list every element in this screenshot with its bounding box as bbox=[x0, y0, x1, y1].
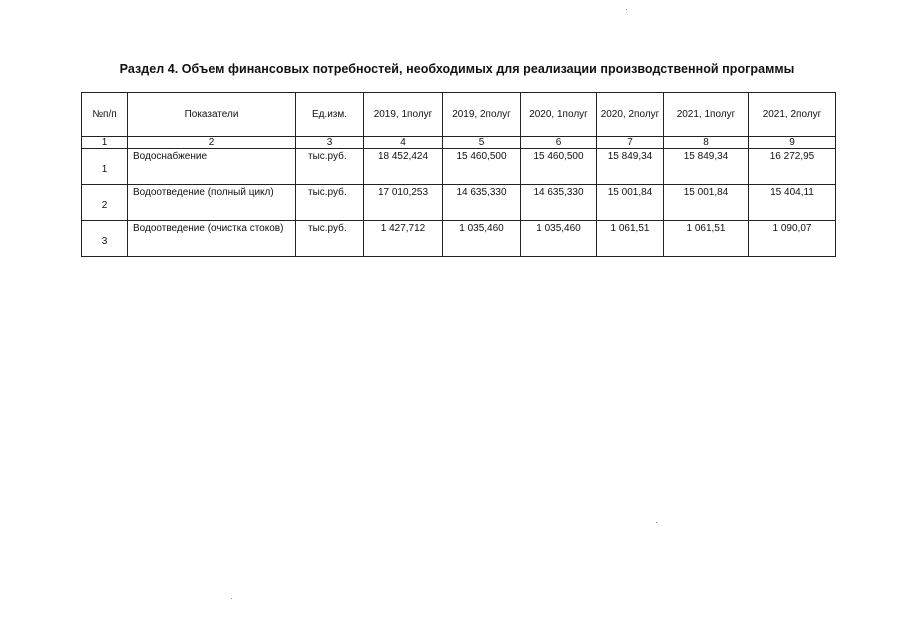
financial-needs-table bbox=[81, 92, 836, 257]
table-row bbox=[82, 185, 836, 221]
row-number: 3 bbox=[82, 221, 128, 257]
column-number: 1 bbox=[82, 137, 128, 149]
header-2021-h2: 2021, 2полуг bbox=[749, 93, 836, 137]
row-indicator: Водоотведение (полный цикл) bbox=[128, 185, 296, 221]
header-2020-h1: 2020, 1полуг bbox=[521, 93, 597, 137]
scan-speck bbox=[656, 522, 657, 523]
row-value: 15 460,500 bbox=[521, 149, 597, 185]
header-row bbox=[82, 93, 836, 137]
row-unit: тыс.руб. bbox=[296, 185, 364, 221]
table-row bbox=[82, 149, 836, 185]
row-value: 15 849,34 bbox=[664, 149, 749, 185]
row-number: 2 bbox=[82, 185, 128, 221]
header-2020-h2: 2020, 2полуг bbox=[597, 93, 664, 137]
row-value: 1 090,07 bbox=[749, 221, 836, 257]
row-value: 17 010,253 bbox=[364, 185, 443, 221]
row-value: 15 460,500 bbox=[443, 149, 521, 185]
column-number: 3 bbox=[296, 137, 364, 149]
row-value: 1 035,460 bbox=[443, 221, 521, 257]
row-value: 16 272,95 bbox=[749, 149, 836, 185]
row-value: 14 635,330 bbox=[521, 185, 597, 221]
row-value: 1 061,51 bbox=[664, 221, 749, 257]
row-value: 15 849,34 bbox=[597, 149, 664, 185]
row-value: 1 427,712 bbox=[364, 221, 443, 257]
row-number: 1 bbox=[82, 149, 128, 185]
row-value: 15 001,84 bbox=[664, 185, 749, 221]
header-2019-h1: 2019, 1полуг bbox=[364, 93, 443, 137]
column-number: 9 bbox=[749, 137, 836, 149]
row-indicator: Водоотведение (очистка стоков) bbox=[128, 221, 296, 257]
row-value: 1 061,51 bbox=[597, 221, 664, 257]
header-indicator: Показатели bbox=[128, 93, 296, 137]
column-number: 5 bbox=[443, 137, 521, 149]
row-indicator: Водоснабжение bbox=[128, 149, 296, 185]
header-unit: Ед.изм. bbox=[296, 93, 364, 137]
row-unit: тыс.руб. bbox=[296, 221, 364, 257]
column-number: 4 bbox=[364, 137, 443, 149]
row-value: 15 001,84 bbox=[597, 185, 664, 221]
column-number-row bbox=[82, 137, 836, 149]
header-2019-h2: 2019, 2полуг bbox=[443, 93, 521, 137]
column-number: 6 bbox=[521, 137, 597, 149]
header-num: №п/п bbox=[82, 93, 128, 137]
row-value: 18 452,424 bbox=[364, 149, 443, 185]
row-value: 14 635,330 bbox=[443, 185, 521, 221]
scan-speck bbox=[626, 9, 627, 10]
row-value: 1 035,460 bbox=[521, 221, 597, 257]
column-number: 2 bbox=[128, 137, 296, 149]
header-2021-h1: 2021, 1полуг bbox=[664, 93, 749, 137]
scan-speck bbox=[231, 598, 232, 599]
column-number: 7 bbox=[597, 137, 664, 149]
page-title: Раздел 4. Объем финансовых потребностей, необходимых для реализации производственной программы bbox=[119, 62, 795, 76]
row-value: 15 404,11 bbox=[749, 185, 836, 221]
column-number: 8 bbox=[664, 137, 749, 149]
table-row bbox=[82, 221, 836, 257]
row-unit: тыс.руб. bbox=[296, 149, 364, 185]
